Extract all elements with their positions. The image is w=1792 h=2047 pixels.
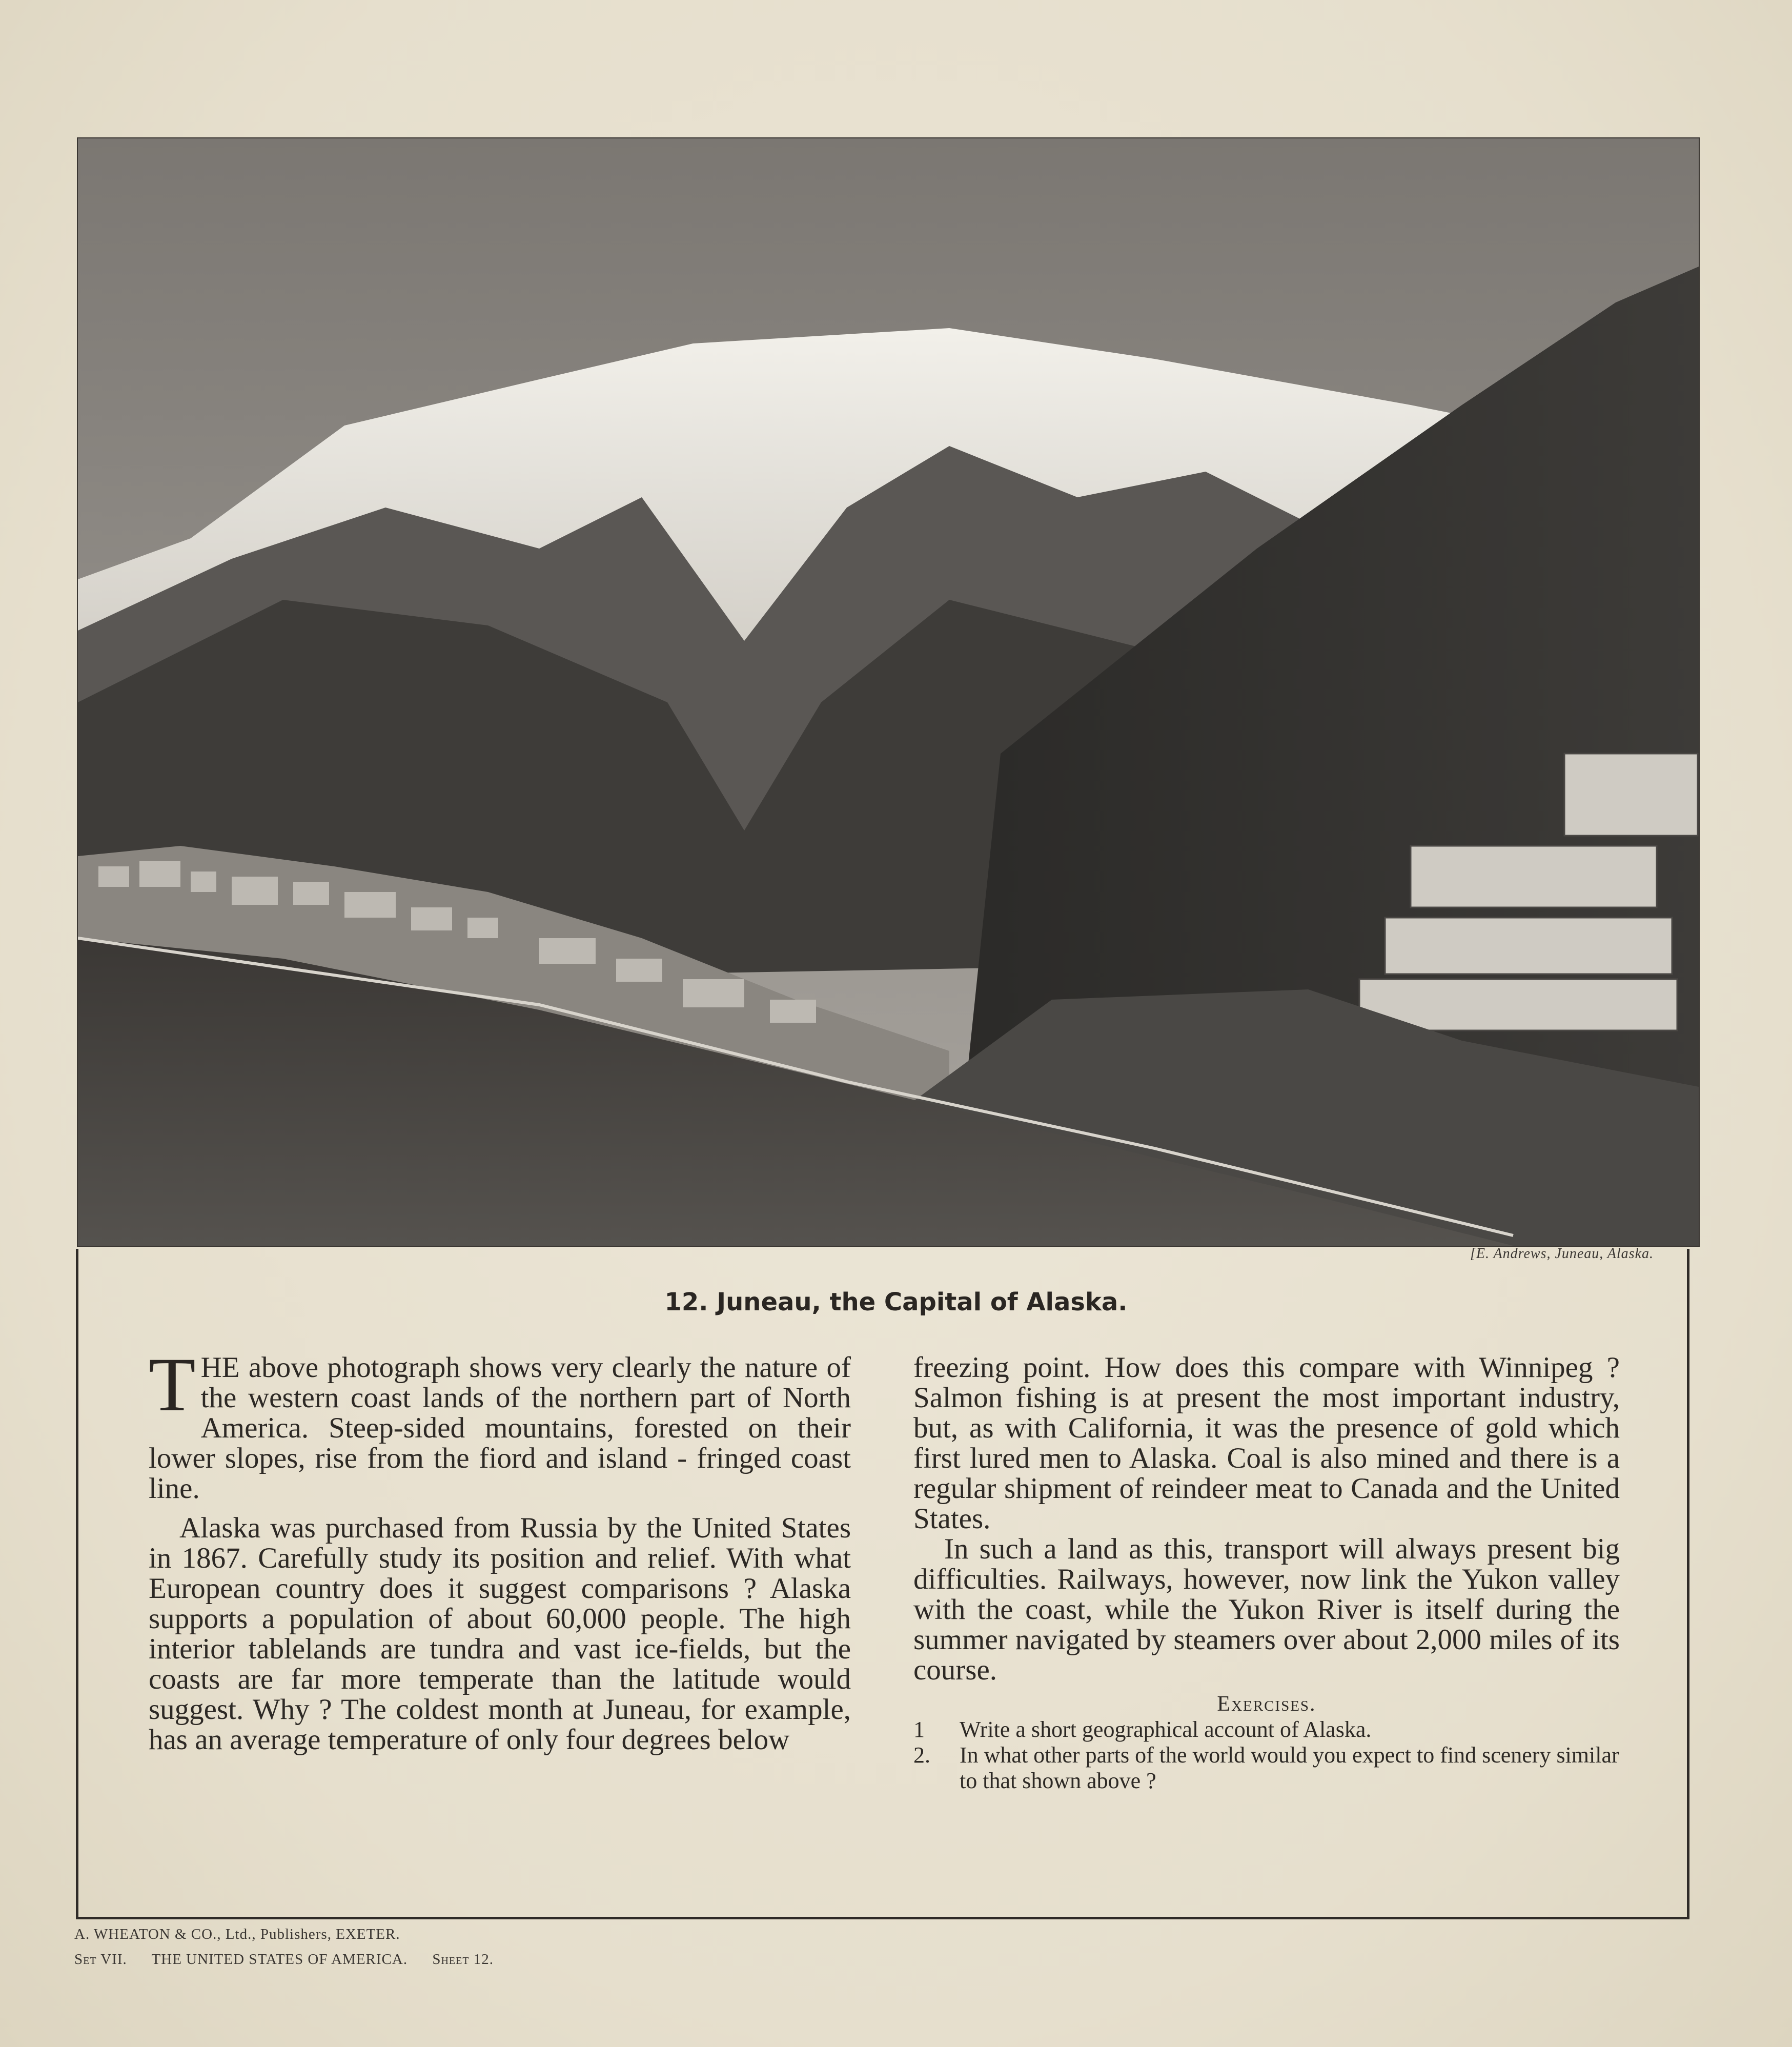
paragraph: freezing point. How does this compare with Winnipeg ? Salmon fishing is at present the most important industry, but, as with California, it was the presence of gold which first lured men to Alaska. Coal is also mined and there is a regular shipment of reindeer meat to Canada and the United States. — [913, 1351, 1620, 1535]
right-column — [913, 1352, 1620, 1794]
exercise-number: 1 — [913, 1717, 925, 1742]
paragraph: In such a land as this, transport will always present big difficulties. Railways, however, now link the Yukon valley with the coast, while the Yukon River is itself during the summer navigated by steamers over about 2,000 miles of its course. — [913, 1533, 1620, 1686]
exercise-text: Write a short geographical account of Alaska. — [960, 1717, 1372, 1742]
paragraph-text: HE above photograph shows very clearly the nature of the western coast lands of the northern part of North America. Steep-sided mountains, forested on their lower slopes, rise from the fiord and island - fringed coast line. — [149, 1351, 851, 1505]
left-column — [149, 1342, 851, 1756]
paragraph: Alaska was purchased from Russia by the United States in 1867. Carefully study its position and relief. With what European country does it suggest comparisons ? Alaska supports a population of about 60,000 people. The high interior tablelands are tundra and vast ice-fields, but the coasts are far more temperate than the latitude would suggest. Why ? The coldest month at Juneau, for example, has an average temperature of only four degrees below — [149, 1512, 851, 1756]
exercise-text: In what other parts of the world would you expect to find scenery similar to that shown above ? — [960, 1742, 1619, 1793]
drop-cap: T — [149, 1342, 196, 1427]
sheet-info-line — [74, 1951, 514, 1968]
paragraph — [149, 1342, 851, 1505]
series-title: THE UNITED STATES OF AMERICA. — [151, 1951, 408, 1968]
exercise-number: 2. — [913, 1742, 930, 1768]
photo-credit: [E. Andrews, Juneau, Alaska. — [1470, 1246, 1654, 1262]
article-title: 12. Juneau, the Capital of Alaska. — [664, 1288, 1128, 1316]
exercise-item — [913, 1717, 1620, 1742]
exercises-heading: Exercises. — [1217, 1692, 1316, 1716]
publisher-line: A. WHEATON & CO., Ltd., Publishers, EXETER. — [74, 1926, 400, 1942]
photograph-image — [78, 138, 1699, 1246]
juneau-photograph — [77, 137, 1700, 1247]
exercise-item — [913, 1742, 1620, 1794]
sheet-number: Sheet 12. — [432, 1951, 494, 1968]
set-number: Set VII. — [74, 1951, 127, 1968]
